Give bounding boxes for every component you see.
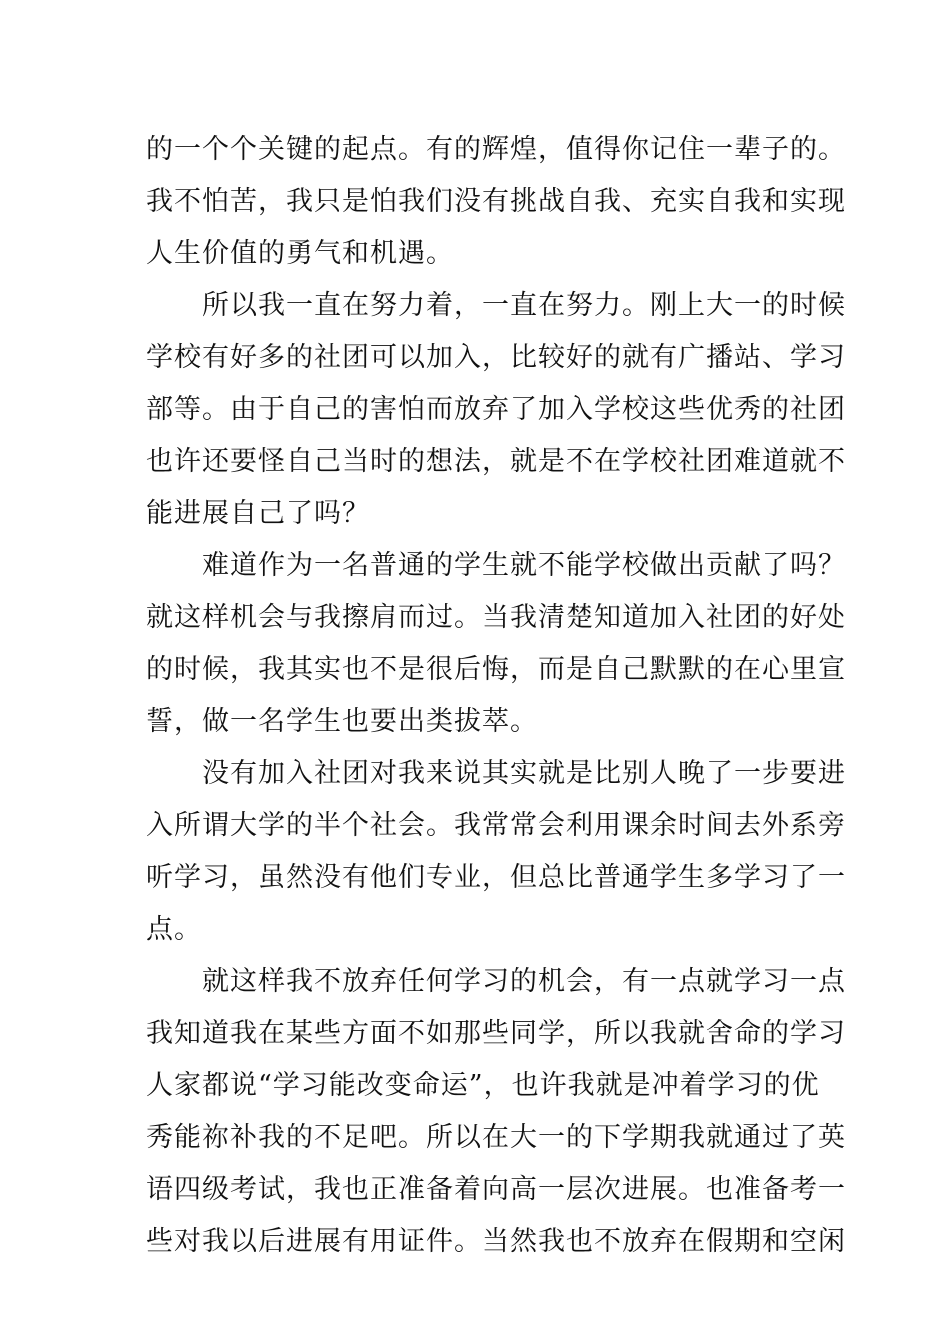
text-line: 就这样机会与我擦肩而过。当我清楚知道加入社团的好处 xyxy=(146,602,846,633)
text-line: 誓，做一名学生也要出类拔萃。 xyxy=(146,706,538,737)
text-line: 人家都说“学习能改变命运”，也许我就是冲着学习的优 xyxy=(146,1070,820,1101)
text-line: 学校有好多的社团可以加入，比较好的就有广播站、学习 xyxy=(146,342,846,373)
text-line: 听学习，虽然没有他们专业，但总比普通学生多学习了一 xyxy=(146,862,846,893)
document-body xyxy=(146,124,846,1268)
text-line: 部等。由于自己的害怕而放弃了加入学校这些优秀的社团 xyxy=(146,394,846,425)
text-line: 入所谓大学的半个社会。我常常会利用课余时间去外系旁 xyxy=(146,810,846,841)
text-line: 人生价值的勇气和机遇。 xyxy=(146,238,454,269)
paragraph-first-line: 就这样我不放弃任何学习的机会，有一点就学习一点 xyxy=(202,966,846,997)
text-line: 秀能祢补我的不足吧。所以在大一的下学期我就通过了英 xyxy=(146,1122,846,1153)
paragraph-first-line: 没有加入社团对我来说其实就是比别人晚了一步要进 xyxy=(202,758,846,789)
text-line: 语四级考试，我也正准备着向高一层次进展。也准备考一 xyxy=(146,1174,846,1205)
text-line: 能进展自己了吗？ xyxy=(146,498,370,529)
text-line: 我知道我在某些方面不如那些同学，所以我就舍命的学习 xyxy=(146,1018,846,1049)
text-line: 的时候，我其实也不是很后悔，而是自己默默的在心里宣 xyxy=(146,654,846,685)
text-line: 的一个个关键的起点。有的辉煌，值得你记住一辈子的。 xyxy=(146,134,846,165)
text-line: 些对我以后进展有用证件。当然我也不放弃在假期和空闲 xyxy=(146,1226,846,1257)
paragraph-first-line: 难道作为一名普通的学生就不能学校做出贡献了吗？ xyxy=(202,550,846,581)
text-line: 点。 xyxy=(146,914,202,945)
paragraph-first-line: 所以我一直在努力着，一直在努力。刚上大一的时候 xyxy=(202,290,846,321)
text-line: 我不怕苦，我只是怕我们没有挑战自我、充实自我和实现 xyxy=(146,186,846,217)
text-line: 也许还要怪自己当时的想法，就是不在学校社团难道就不 xyxy=(146,446,846,477)
